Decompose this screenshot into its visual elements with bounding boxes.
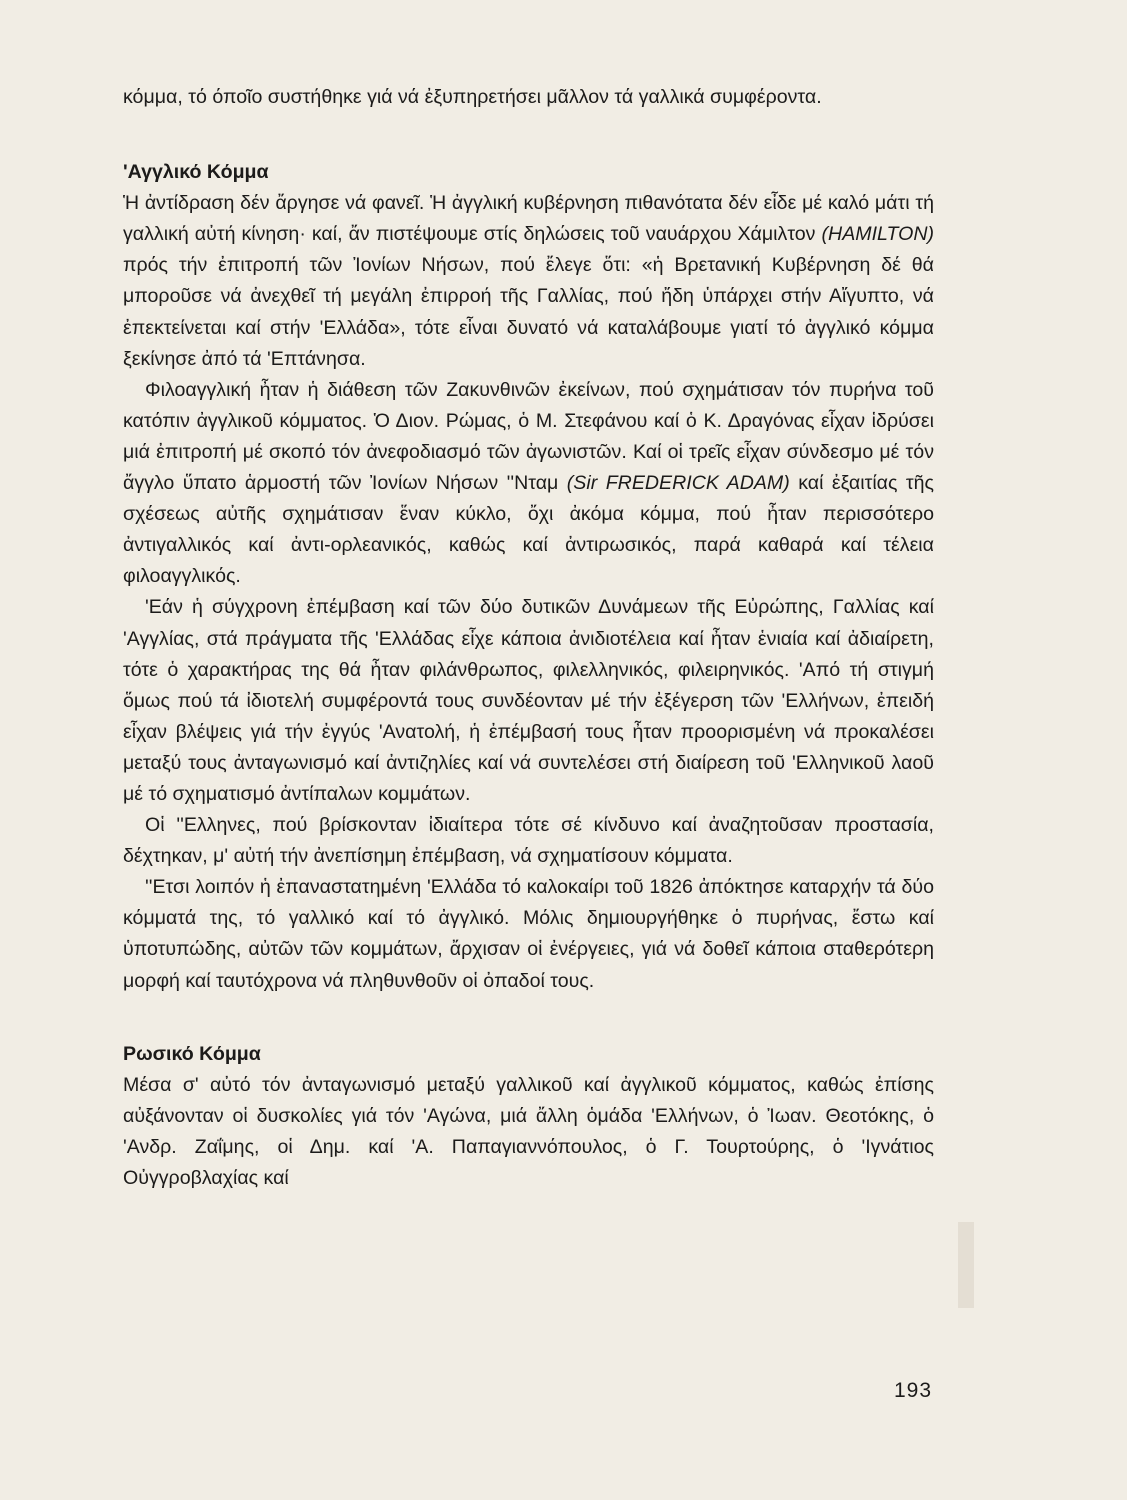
russian-party-paragraph-1: Μέσα σ' αὐτό τόν ἀνταγωνισμό μεταξύ γαλλικοῦ καί ἀγγλικοῦ κόμματος, καθώς ἐπίσης αὐξάνονταν οἱ δυσκολίες γιά τόν 'Αγώνα, μιά ἄλλη ὁμάδα 'Ελλήνων, ὁ Ἰωαν. Θεοτόκης, ὁ 'Ανδρ. Ζαΐμης, οἱ Δημ. καί 'Α. Παπαγιαννόπουλος, ὁ Γ. Τουρτούρης, ὁ 'Ιγνάτιος Οὐγγροβλαχίας καί <box>123 1073 934 1189</box>
russian-party-section <box>123 1039 934 1194</box>
page-number: 193 <box>894 1379 933 1402</box>
bleed-through-mark <box>958 1222 974 1308</box>
adam-emphasis: (Sir FREDERICK ADAM) <box>566 472 790 495</box>
english-party-heading: 'Αγγλικό Κόμμα <box>123 161 269 184</box>
english-party-paragraph-2: Φιλοαγγλική ἦταν ἡ διάθεση τῶν Ζακυνθινῶν ἐκείνων, πού σχημάτισαν τόν πυρήνα τοῦ κατόπιν ἀγγλικοῦ κόμματος. Ὁ Διον. Ρώμας, ὁ Μ. Στεφάνου καί ὁ Κ. Δραγόνας εἶχαν ἱδρύσει μιά ἐπιτροπή μέ σκοπό τόν ἀνεφοδιασμό τῶν ἀγωνιστῶν. Καί οἱ τρεῖς εἶχαν σύνδεσμο μέ τόν ἄγγλο ὕπατο ἁρμοστή τῶν Ἰονίων Νήσων ''Νταμ (Sir FREDERICK ADAM) καί ἐξαιτίας τῆς σχέσεως αὐτῆς σχημάτισαν ἕναν κύκλο, ὄχι ἀκόμα κόμμα, πού ἦταν περισσότερο ἀντιγαλλικός καί ἀντι-ορλεανικός, καθώς καί ἀντιρωσικός, παρά καθαρά καί τέλεια φιλοαγγλικός. <box>123 378 934 588</box>
english-party-section <box>123 157 934 997</box>
opening-paragraph: κόμμα, τό όποῖο συστήθηκε γιά νά ἐξυπηρετήσει μᾶλλον τά γαλλικά συμφέροντα. <box>123 86 822 108</box>
english-party-paragraph-1: Ἡ ἀντίδραση δέν ἄργησε νά φανεῖ. Ἡ ἀγγλική κυβέρνηση πιθανότατα δέν εἶδε μέ καλό μάτι τή γαλλική αὐτή κίνηση· καί, ἄν πιστέψουμε στίς δηλώσεις τοῦ ναυάρχου Χάμιλτον (HAMILTON) πρός τήν ἐπιτροπή τῶν Ἰονίων Νήσων, πού ἔλεγε ὅτι: «ἡ Βρετανική Κυβέρνηση δέ θά μποροῦσε νά ἀνεχθεῖ τή μεγάλη ἐπιρροή τῆς Γαλλίας, πού ἤδη ὑπάρχει στήν Αἴγυπτο, νά ἐπεκτείνεται καί στήν 'Ελλάδα», τότε εἶναι δυνατό νά καταλάβουμε γιατί τό ἀγγλικό κόμμα ξεκίνησε ἀπό τά 'Επτάνησα. <box>123 192 934 370</box>
page-body <box>123 82 934 1194</box>
section-spacer <box>123 113 934 157</box>
hamilton-emphasis: (HAMILTON) <box>821 223 934 246</box>
english-party-paragraph-4: Οἱ ''Ελληνες, πού βρίσκονταν ἰδιαίτερα τότε σέ κίνδυνο καί ἀναζητοῦσαν προστασία, δέχτηκαν, μ' αὐτή τήν ἀνεπίσημη ἐπέμβαση, νά σχηματίσουν κόμματα. <box>123 814 934 868</box>
russian-party-heading: Ρωσικό Κόμμα <box>123 1042 261 1065</box>
english-party-paragraph-5: ''Ετσι λοιπόν ἡ ἐπαναστατημένη 'Ελλάδα τό καλοκαίρι τοῦ 1826 ἀπόκτησε καταρχήν τά δύο κόμματά της, τό γαλλικό καί τό ἀγγλικό. Μόλις δημιουργήθηκε ὁ πυρήνας, ἔστω καί ὑποτυπώδης, αὐτῶν τῶν κομμάτων, ἄρχισαν οἱ ἐνέργειες, γιά νά δοθεῖ κάποια σταθερότερη μορφή καί ταυτόχρονα νά πληθυνθοῦν οἱ ὀπαδοί τους. <box>123 876 934 992</box>
section-spacer <box>123 997 934 1039</box>
english-party-paragraph-3: 'Εάν ἡ σύγχρονη ἐπέμβαση καί τῶν δύο δυτικῶν Δυνάμεων τῆς Εὐρώπης, Γαλλίας καί 'Αγγλίας, στά πράγματα τῆς 'Ελλάδας εἶχε κάποια ἀνιδιοτέλεια καί ἦταν ἑνιαία καί ἀδιαίρετη, τότε ὁ χαρακτήρας της θά ἦταν φιλάνθρωπος, φιλελληνικός, φιλειρηνικός. 'Από τή στιγμή ὅμως πού τά ἰδιοτελή συμφέροντά τους συνδέονταν μέ τήν ἐξέγερση τῶν 'Ελλήνων, ἐπειδή εἶχαν βλέψεις γιά τήν ἐγγύς 'Ανατολή, ἡ ἐπέμβασή τους ἦταν προορισμένη νά προκαλέσει μεταξύ τους ἀνταγωνισμό καί ἀντιζηλίες καί νά συντελέσει στή διαίρεση τοῦ 'Ελληνικοῦ λαοῦ μέ τό σχηματισμό ἀντίπαλων κομμάτων. <box>123 596 934 805</box>
